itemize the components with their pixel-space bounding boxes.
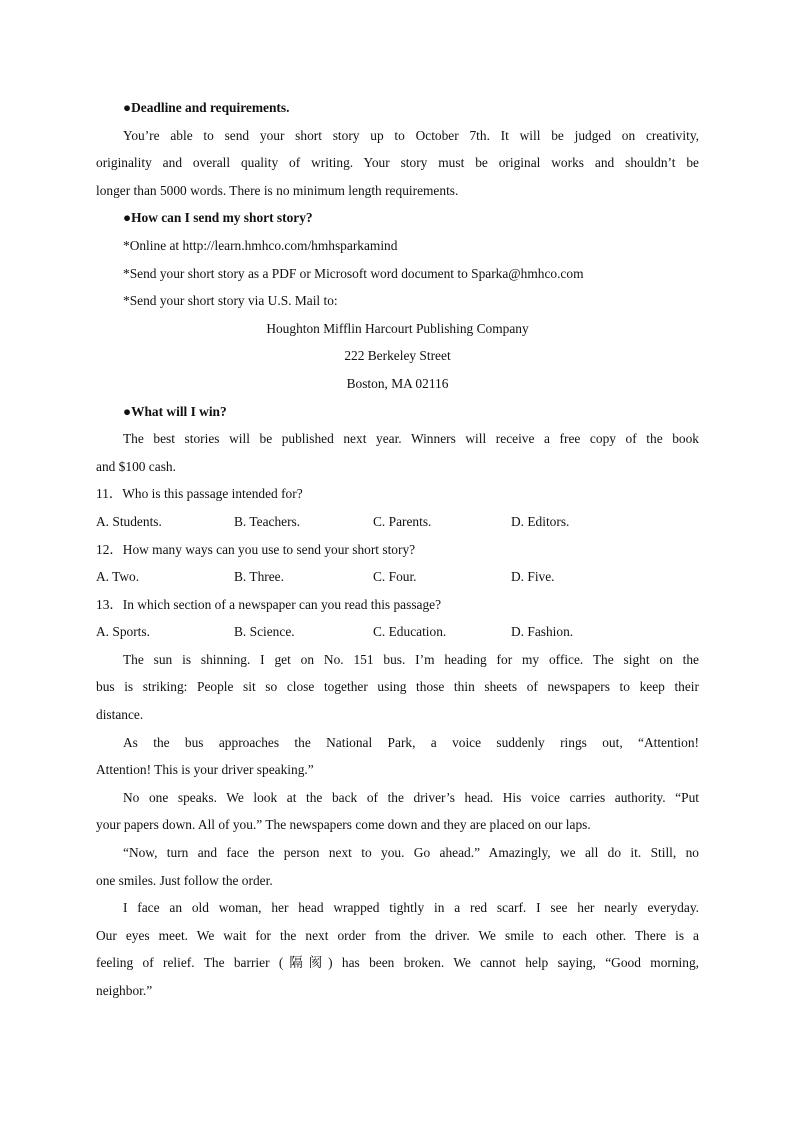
option-c: C. Parents. xyxy=(373,513,432,529)
option-a: A. Two. xyxy=(96,569,140,585)
option-a: A. Students. xyxy=(96,513,162,529)
story-line: one smiles. Just follow the order. xyxy=(96,872,273,888)
story-line: The sun is shinning. I get on No. 151 bus. I’m heading for my office. The sight on the xyxy=(123,651,699,667)
story-passage xyxy=(96,646,699,1005)
story-line: Our eyes meet. We wait for the next order from the driver. We smile to each other. There is a xyxy=(96,927,699,943)
send-mail: *Send your short story via U.S. Mail to: xyxy=(123,293,338,309)
story-line: neighbor.” xyxy=(96,983,153,998)
story-line: feeling of relief. The barrier (隔阂) has been broken. We cannot help saying, “Good morning, xyxy=(96,955,699,971)
section-send xyxy=(96,204,699,397)
question-13 xyxy=(96,591,699,646)
option-b: B. Science. xyxy=(234,624,295,640)
question-12 xyxy=(96,536,699,591)
option-b: B. Three. xyxy=(234,569,284,585)
section-heading: ●Deadline and requirements. xyxy=(123,100,290,115)
option-d: D. Five. xyxy=(511,569,555,585)
address-line: Boston, MA 02116 xyxy=(346,375,449,391)
option-b: B. Teachers. xyxy=(234,513,301,529)
address-line: 222 Berkeley Street xyxy=(344,348,451,364)
question-options xyxy=(96,563,699,591)
option-d: D. Fashion. xyxy=(511,624,574,640)
question-stem: 13．In which section of a newspaper can you read this passage? xyxy=(96,596,442,612)
paragraph-line: longer than 5000 words. There is no minimum length requirements. xyxy=(96,182,459,198)
address-line: Houghton Mifflin Harcourt Publishing Company xyxy=(266,320,529,336)
question-options xyxy=(96,508,699,536)
story-line: bus is striking: People sit so close together using those thin sheets of newspapers to keep their xyxy=(96,679,699,695)
question-stem: 11．Who is this passage intended for? xyxy=(96,486,303,502)
paragraph-line: The best stories will be published next year. Winners will receive a free copy of the book xyxy=(123,431,699,447)
send-online: *Online at http://learn.hmhco.com/hmhsparkamind xyxy=(123,237,398,253)
send-email: *Send your short story as a PDF or Microsoft word document to Sparka@hmhco.com xyxy=(123,265,584,281)
story-line: distance. xyxy=(96,707,144,723)
question-options xyxy=(96,618,699,646)
option-c: C. Education. xyxy=(373,624,447,640)
story-line: As the bus approaches the National Park, a voice suddenly rings out, “Attention! xyxy=(123,734,699,750)
question-11 xyxy=(96,480,699,535)
option-d: D. Editors. xyxy=(511,513,570,529)
story-line: your papers down. All of you.” The newspapers come down and they are placed on our laps. xyxy=(96,817,591,833)
story-line: “Now, turn and face the person next to you. Go ahead.” Amazingly, we all do it. Still, no xyxy=(123,845,699,861)
story-line: Attention! This is your driver speaking.” xyxy=(96,762,314,778)
section-deadline xyxy=(96,94,699,204)
paragraph-line: originality and overall quality of writing. Your story must be original works and shouldn’t be xyxy=(96,155,699,171)
document-page xyxy=(96,94,699,1005)
section-heading: ●How can I send my short story? xyxy=(123,210,313,226)
section-win xyxy=(96,398,699,481)
section-heading: ●What will I win? xyxy=(123,403,227,419)
story-line: No one speaks. We look at the back of the driver’s head. His voice carries authority. “Put xyxy=(123,789,699,805)
option-a: A. Sports. xyxy=(96,624,150,640)
paragraph-line: You’re able to send your short story up to October 7th. It will be judged on creativity, xyxy=(123,127,699,143)
story-line: I face an old woman, her head wrapped tightly in a red scarf. I see her nearly everyday. xyxy=(123,900,699,916)
question-stem: 12．How many ways can you use to send your short story? xyxy=(96,541,416,557)
option-c: C. Four. xyxy=(373,569,417,585)
paragraph-line: and $100 cash. xyxy=(96,458,176,474)
